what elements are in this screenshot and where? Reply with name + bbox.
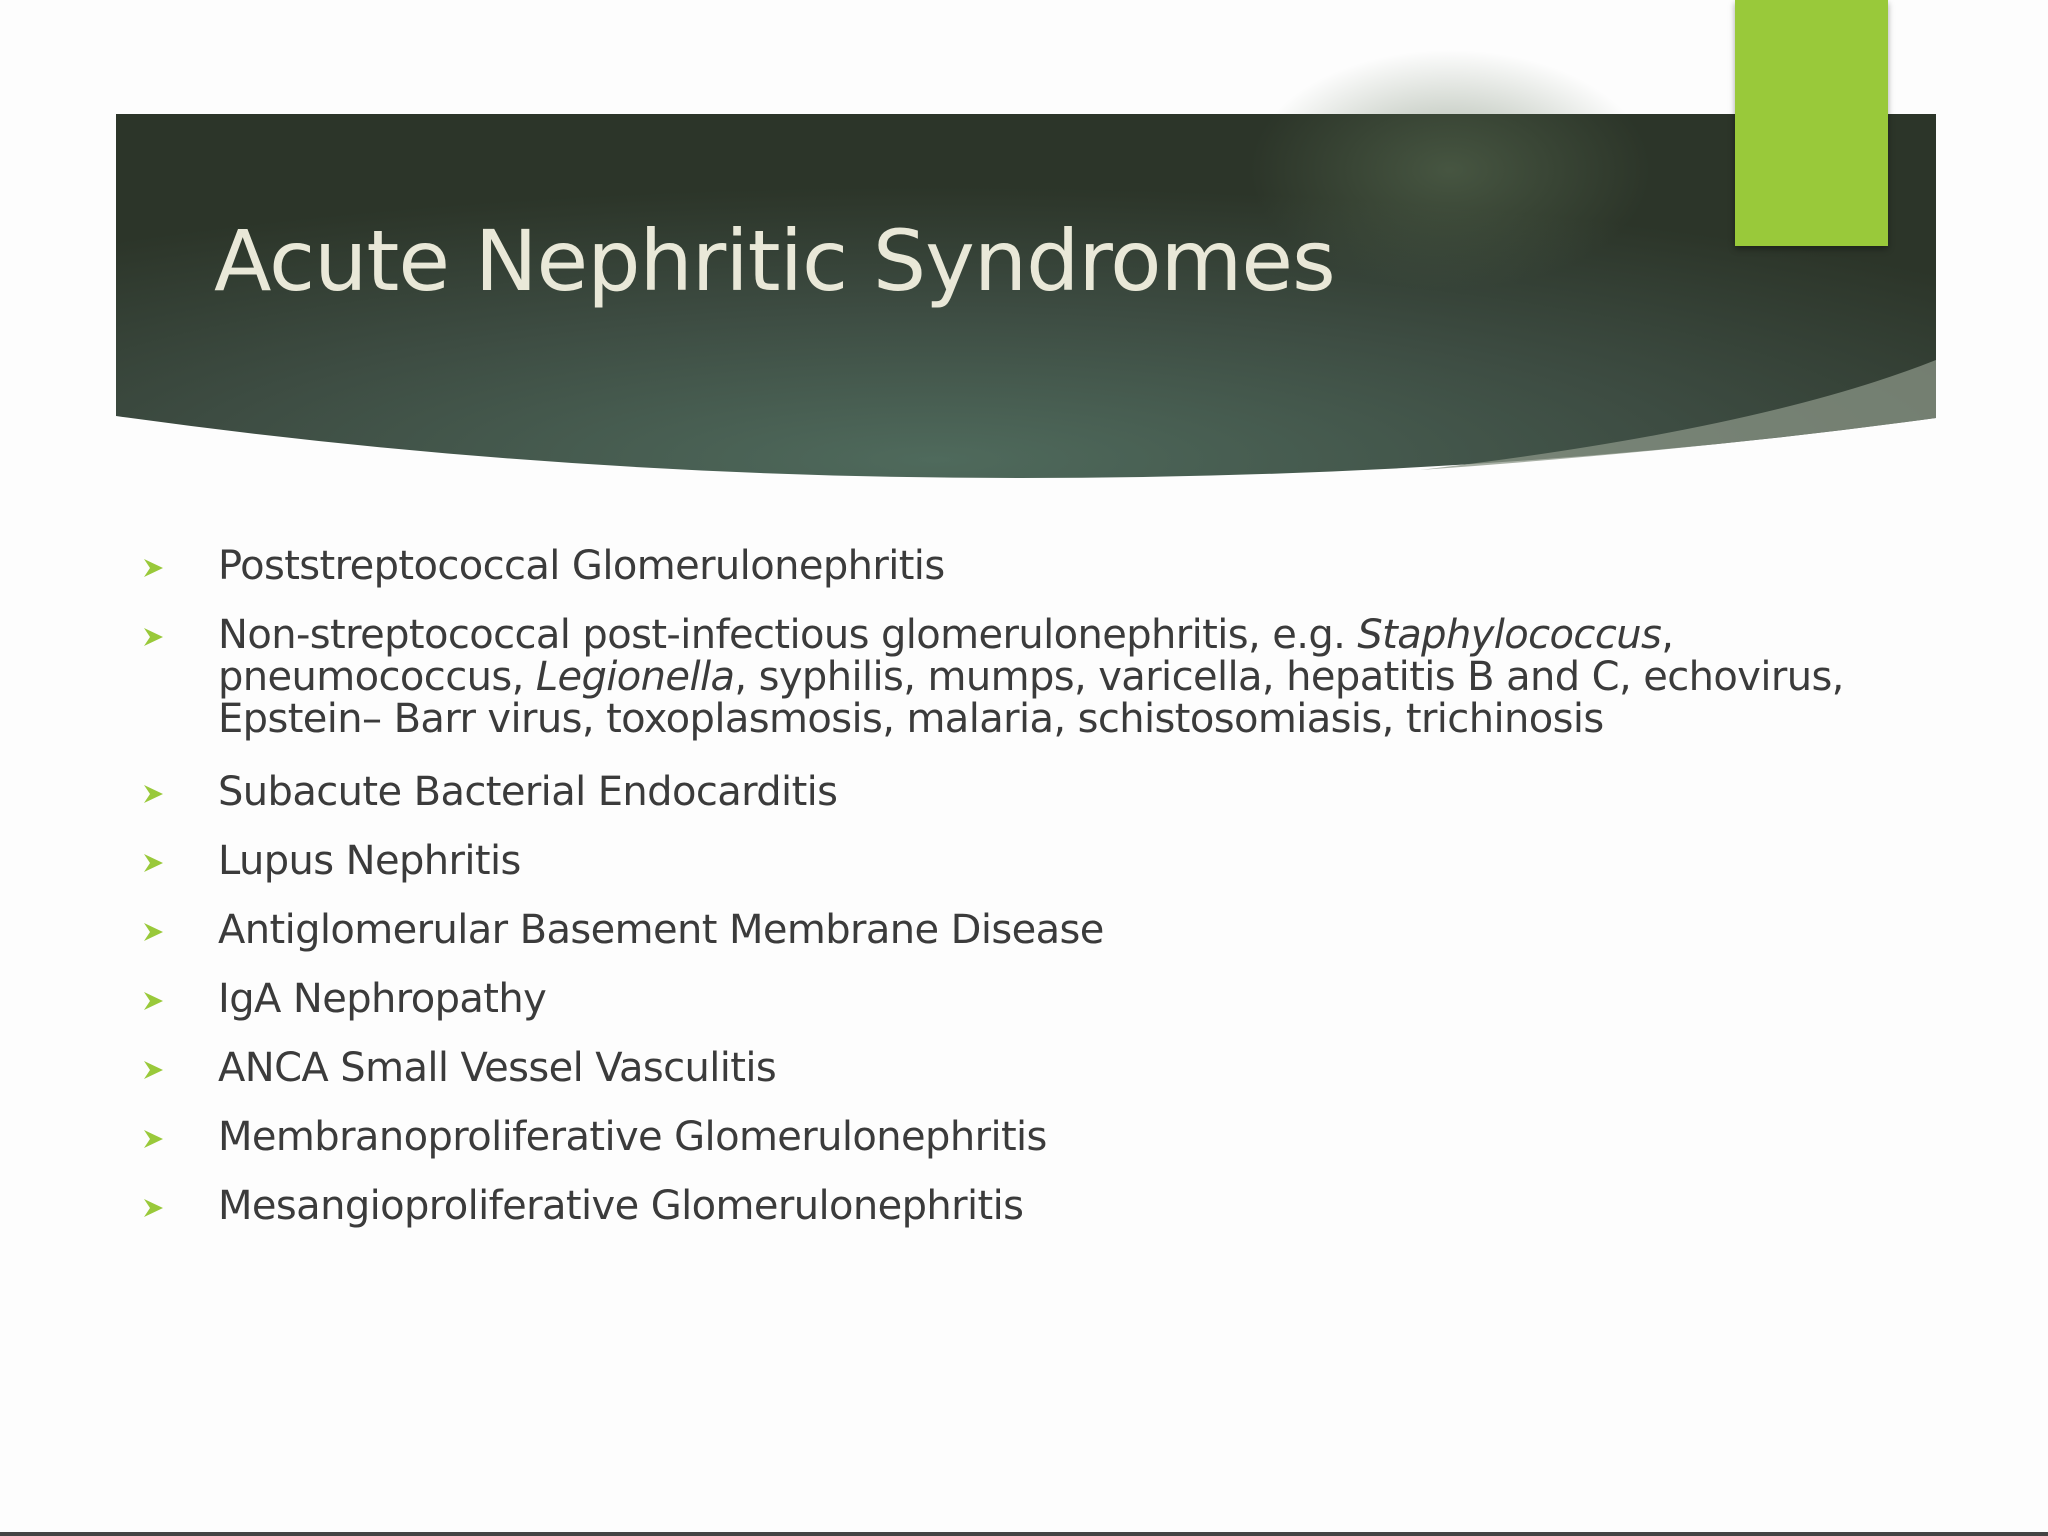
arrowhead-bullet-icon bbox=[142, 1060, 164, 1080]
bullet-text: Lupus Nephritis bbox=[218, 838, 521, 884]
bullet-text: Mesangioproliferative Glomerulonephritis bbox=[218, 1183, 1024, 1229]
arrowhead-bullet-icon bbox=[142, 853, 164, 873]
arrowhead-bullet-icon bbox=[142, 627, 164, 647]
list-item bbox=[142, 771, 1962, 813]
list-item bbox=[142, 1185, 1962, 1227]
bullet-text: Poststreptococcal Glomerulonephritis bbox=[218, 543, 945, 589]
bullet-text bbox=[218, 612, 1844, 742]
list-item bbox=[142, 614, 1962, 740]
arrowhead-bullet-icon bbox=[142, 558, 164, 578]
bullet-text-segment: Non-streptococcal post-infectious glomerulonephritis, e.g. bbox=[218, 612, 1358, 658]
arrowhead-bullet-icon bbox=[142, 784, 164, 804]
list-item bbox=[142, 545, 1962, 587]
bullet-text: Antiglomerular Basement Membrane Disease bbox=[218, 907, 1104, 953]
bullet-text: Subacute Bacterial Endocarditis bbox=[218, 769, 838, 815]
bullet-text: ANCA Small Vessel Vasculitis bbox=[218, 1045, 777, 1091]
list-item bbox=[142, 1116, 1962, 1158]
arrowhead-bullet-icon bbox=[142, 1129, 164, 1149]
bullet-text-italic: Legionella bbox=[535, 654, 735, 700]
bullet-text-segment: , syphilis, mumps, varicella, hepatitis B and C, echovirus, Epstein– Barr virus, toxoplasmosis, malaria, schistosomiasis, trichinosis bbox=[218, 654, 1844, 742]
bullet-text-italic: Staphylococcus bbox=[1357, 612, 1662, 658]
bullet-text-segment: , pneumococcus, bbox=[218, 612, 1674, 700]
accent-tab bbox=[1735, 0, 1888, 246]
bullet-text: Membranoproliferative Glomerulonephritis bbox=[218, 1114, 1047, 1160]
arrowhead-bullet-icon bbox=[142, 991, 164, 1011]
bullet-text: IgA Nephropathy bbox=[218, 976, 547, 1022]
list-item bbox=[142, 909, 1962, 951]
arrowhead-bullet-icon bbox=[142, 922, 164, 942]
slide-title: Acute Nephritic Syndromes bbox=[214, 212, 1335, 310]
bottom-border bbox=[0, 1532, 2048, 1536]
list-item bbox=[142, 840, 1962, 882]
list-item bbox=[142, 1047, 1962, 1089]
arrowhead-bullet-icon bbox=[142, 1198, 164, 1218]
bullet-list bbox=[142, 545, 1962, 1254]
list-item bbox=[142, 978, 1962, 1020]
